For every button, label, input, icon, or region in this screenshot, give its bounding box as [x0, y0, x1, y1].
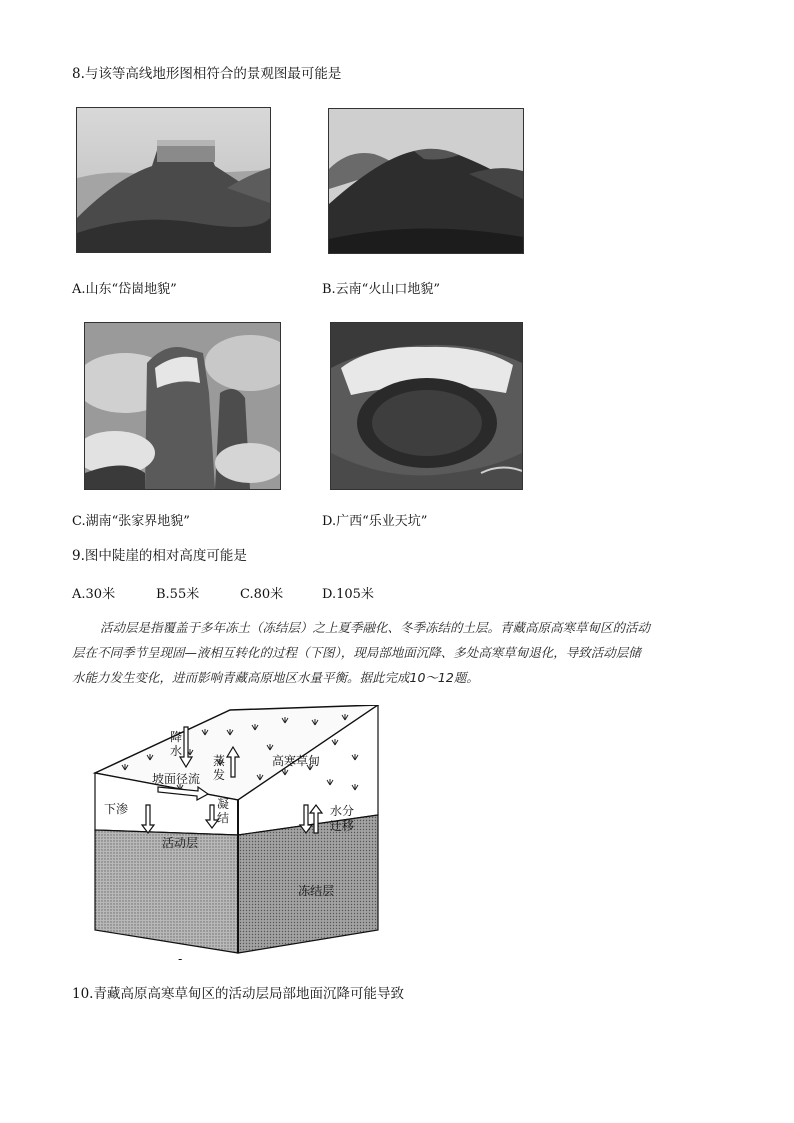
option-8b: B.云南“火山口地貌” — [322, 282, 440, 297]
option-8d: D.广西“乐业天坑” — [322, 514, 428, 529]
question-9-stem: 9.图中陡崖的相对高度可能是 — [72, 548, 247, 564]
label-precipitation-1: 降 — [170, 730, 183, 744]
photo-d-leye-sinkhole — [330, 322, 523, 490]
label-evaporation-2: 发 — [213, 768, 226, 782]
label-moisture-1: 水分 — [330, 804, 355, 818]
passage-line-2: 层在不同季节呈现固—液相互转化的过程（下图），现局部地面沉降、多处高寒草甸退化，导致活动层储 — [72, 645, 641, 660]
passage — [72, 615, 722, 690]
passage-line-1: 活动层是指覆盖于多年冻土（冻结层）之上夏季融化、冬季冻结的土层。青藏高原高寒草甸区的活动 — [100, 620, 651, 635]
label-frozen-layer: 冻结层 — [298, 884, 335, 898]
passage-line-3: 水能力发生变化，进而影响青藏高原地区水量平衡。据此完成10～12题。 — [72, 670, 479, 685]
option-8c: C.湖南“张家界地貌” — [72, 514, 190, 529]
label-moisture-2: 迁移 — [330, 819, 355, 833]
question-10-stem: 10.青藏高原高寒草甸区的活动层局部地面沉降可能导致 — [72, 986, 404, 1002]
label-active-layer: 活动层 — [162, 836, 199, 850]
photo-b-volcano-crater — [328, 108, 524, 254]
photo-c-zhangjiajie-landform — [84, 322, 281, 490]
option-9d: D.105米 — [322, 587, 374, 602]
question-8-stem: 8.与该等高线地形图相符合的景观图最可能是 — [72, 66, 342, 82]
label-condensation-1: 凝 — [217, 797, 230, 811]
option-9c: C.80米 — [240, 587, 284, 602]
photo-a-daigu-landform — [76, 107, 271, 253]
label-precipitation-2: 水 — [170, 744, 183, 758]
label-alpine-meadow: 高寒草甸 — [272, 754, 321, 768]
label-infiltration: 下渗 — [104, 802, 129, 816]
option-8a: A.山东“岱崮地貌” — [72, 282, 177, 297]
label-condensation-2: 结 — [217, 811, 230, 825]
option-9b: B.55米 — [156, 587, 200, 602]
label-runoff: 坡面径流 — [152, 772, 201, 786]
active-layer-diagram — [80, 705, 390, 965]
label-evaporation-1: 蒸 — [213, 754, 226, 768]
option-9a: A.30米 — [72, 587, 116, 602]
label-dash: - — [178, 952, 183, 965]
